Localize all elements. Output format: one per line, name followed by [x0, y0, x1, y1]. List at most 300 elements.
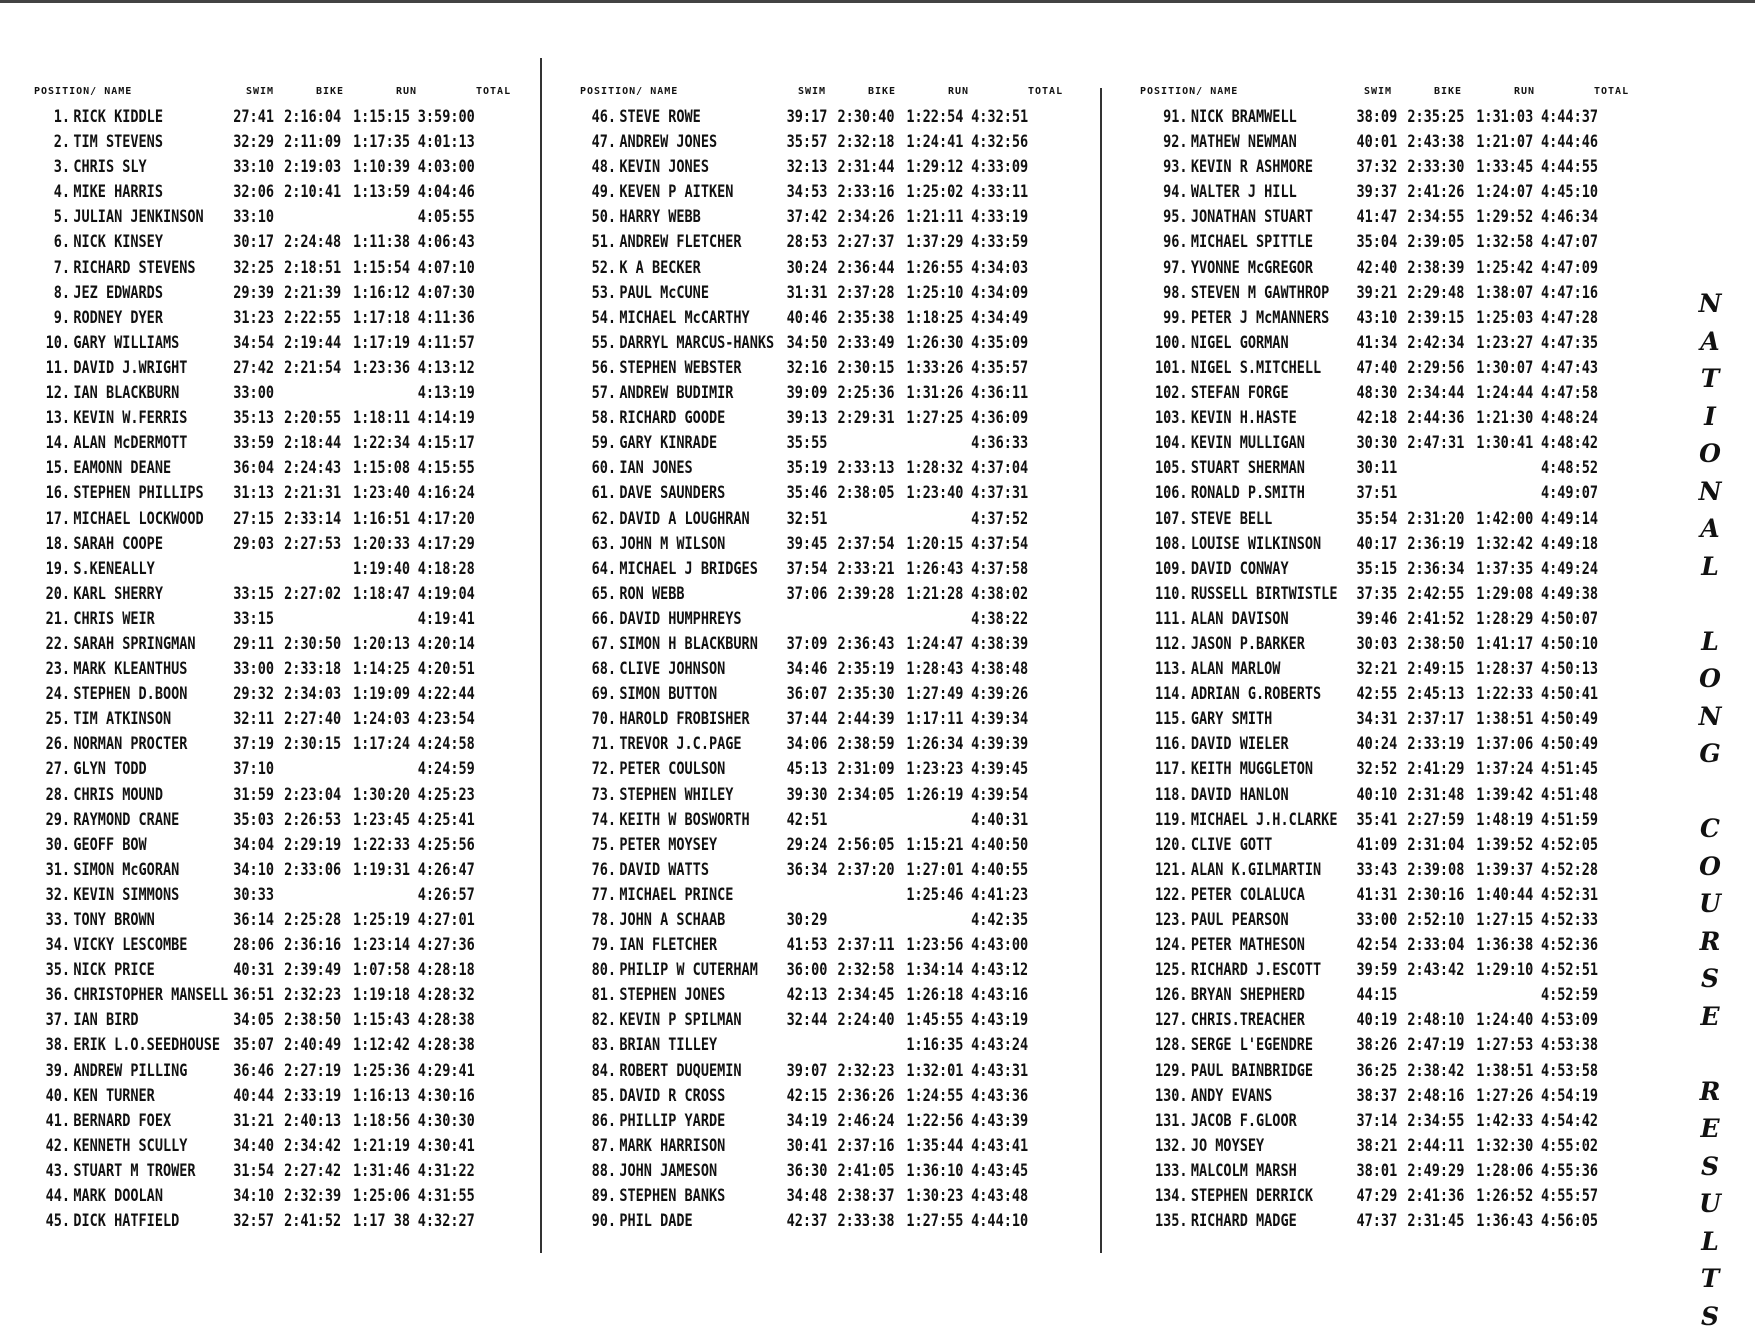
cell-swim: 40:01 [1356, 132, 1397, 151]
cell-name: PETER COULSON [619, 759, 725, 778]
cell-bike: 2:38:50 [1407, 634, 1464, 653]
cell-pos: 40. [46, 1086, 70, 1105]
cell-bike: 2:39:49 [284, 960, 341, 979]
cell-total: 4:01:13 [418, 132, 475, 151]
cell-swim: 29:39 [233, 283, 274, 302]
cell-run: 1:17:35 [353, 132, 410, 151]
cell-swim: 37:44 [787, 709, 828, 728]
cell-bike: 2:33:13 [837, 458, 894, 477]
side-title-letter: L [1690, 548, 1730, 586]
cell-swim: 38:01 [1356, 1161, 1397, 1180]
cell-run: 1:27:26 [1476, 1086, 1533, 1105]
scan-top-edge [0, 0, 1755, 3]
cell-swim: 35:19 [787, 458, 828, 477]
cell-total: 4:31:55 [418, 1186, 475, 1205]
cell-pos: 27. [46, 759, 70, 778]
cell-swim: 30:24 [787, 258, 828, 277]
cell-pos: 65. [592, 584, 616, 603]
cell-name: CHRIS.TREACHER [1191, 1010, 1305, 1029]
cell-bike: 2:44:11 [1407, 1136, 1464, 1155]
cell-pos: 60. [592, 458, 616, 477]
cell-name: ANDREW PILLING [73, 1061, 187, 1080]
cell-run: 1:17:11 [906, 709, 963, 728]
cell-swim: 34:48 [787, 1186, 828, 1205]
cell-name: HARRY WEBB [619, 207, 700, 226]
cell-name: SARAH SPRINGMAN [73, 634, 195, 653]
cell-total: 4:54:42 [1541, 1111, 1598, 1130]
cell-bike: 2:22:55 [284, 308, 341, 327]
cell-swim: 35:57 [787, 132, 828, 151]
cell-swim: 39:45 [787, 534, 828, 553]
cell-total: 4:28:18 [418, 960, 475, 979]
cell-name: DAVID WIELER [1191, 734, 1289, 753]
cell-total: 4:30:30 [418, 1111, 475, 1130]
cell-swim: 33:15 [233, 584, 274, 603]
cell-pos: 77. [592, 885, 616, 904]
cell-pos: 3. [54, 157, 70, 176]
cell-bike: 2:38:05 [837, 483, 894, 502]
cell-run: 1:30:07 [1476, 358, 1533, 377]
cell-name: STEVE ROWE [619, 107, 700, 126]
cell-name: SIMON BUTTON [619, 684, 717, 703]
cell-pos: 108. [1155, 534, 1188, 553]
cell-bike: 2:16:04 [284, 107, 341, 126]
cell-pos: 34. [46, 935, 70, 954]
cell-pos: 112. [1155, 634, 1188, 653]
cell-name: ALAN DAVISON [1191, 609, 1289, 628]
cell-bike: 2:41:05 [837, 1161, 894, 1180]
cell-total: 4:39:26 [971, 684, 1028, 703]
cell-total: 4:17:20 [418, 509, 475, 528]
cell-run: 1:31:46 [353, 1161, 410, 1180]
cell-total: 4:43:16 [971, 985, 1028, 1004]
cell-swim: 41:31 [1356, 885, 1397, 904]
cell-pos: 17. [46, 509, 70, 528]
cell-bike: 2:29:56 [1407, 358, 1464, 377]
cell-swim: 29:11 [233, 634, 274, 653]
cell-bike: 2:39:05 [1407, 232, 1464, 251]
cell-name: PETER J McMANNERS [1191, 308, 1329, 327]
cell-bike: 2:33:18 [284, 659, 341, 678]
cell-bike: 2:18:51 [284, 258, 341, 277]
cell-run: 1:23:40 [353, 483, 410, 502]
header-run: RUN [948, 86, 969, 97]
cell-total: 4:37:58 [971, 559, 1028, 578]
cell-name: PHILLIP YARDE [619, 1111, 725, 1130]
cell-name: DAVID HUMPHREYS [619, 609, 741, 628]
cell-total: 4:50:10 [1541, 634, 1598, 653]
cell-run: 1:24:41 [906, 132, 963, 151]
cell-name: RICK KIDDLE [73, 107, 163, 126]
cell-bike: 2:27:59 [1407, 810, 1464, 829]
cell-swim: 39:30 [787, 785, 828, 804]
cell-name: KEVIN R ASHMORE [1191, 157, 1313, 176]
cell-pos: 46. [592, 107, 616, 126]
cell-pos: 73. [592, 785, 616, 804]
cell-run: 1:14:25 [353, 659, 410, 678]
cell-bike: 2:29:19 [284, 835, 341, 854]
cell-total: 4:37:52 [971, 509, 1028, 528]
cell-total: 4:52:33 [1541, 910, 1598, 929]
cell-total: 4:37:31 [971, 483, 1028, 502]
cell-total: 4:19:41 [418, 609, 475, 628]
cell-total: 4:37:04 [971, 458, 1028, 477]
cell-name: STEPHEN D.BOON [73, 684, 187, 703]
cell-run: 1:48:19 [1476, 810, 1533, 829]
cell-name: ROBERT DUQUEMIN [619, 1061, 741, 1080]
cell-run: 1:15:15 [353, 107, 410, 126]
cell-bike: 2:25:36 [837, 383, 894, 402]
cell-bike: 2:24:40 [837, 1010, 894, 1029]
cell-name: RICHARD GOODE [619, 408, 725, 427]
cell-total: 4:15:17 [418, 433, 475, 452]
side-title [1690, 285, 1730, 1335]
cell-name: JO MOYSEY [1191, 1136, 1264, 1155]
side-title-letter: N [1690, 473, 1730, 511]
cell-name: PAUL BAINBRIDGE [1191, 1061, 1313, 1080]
cell-run: 1:21:28 [906, 584, 963, 603]
cell-name: GEOFF BOW [73, 835, 146, 854]
cell-swim: 41:34 [1356, 333, 1397, 352]
cell-total: 4:43:31 [971, 1061, 1028, 1080]
cell-name: MARK KLEANTHUS [73, 659, 187, 678]
cell-run: 1:21:11 [906, 207, 963, 226]
cell-total: 4:52:28 [1541, 860, 1598, 879]
cell-swim: 32:25 [233, 258, 274, 277]
cell-bike: 2:35:25 [1407, 107, 1464, 126]
cell-name: STEPHEN DERRICK [1191, 1186, 1313, 1205]
cell-run: 1:20:13 [353, 634, 410, 653]
cell-pos: 30. [46, 835, 70, 854]
cell-bike: 2:40:49 [284, 1035, 341, 1054]
cell-bike: 2:36:26 [837, 1086, 894, 1105]
cell-pos: 120. [1155, 835, 1188, 854]
cell-name: STEVE BELL [1191, 509, 1272, 528]
cell-name: CHRISTOPHER MANSELL [73, 985, 228, 1004]
cell-swim: 31:13 [233, 483, 274, 502]
cell-pos: 79. [592, 935, 616, 954]
cell-swim: 42:15 [787, 1086, 828, 1105]
cell-pos: 80. [592, 960, 616, 979]
cell-name: JOHN M WILSON [619, 534, 725, 553]
cell-total: 4:51:48 [1541, 785, 1598, 804]
cell-bike: 2:38:42 [1407, 1061, 1464, 1080]
cell-total: 4:28:38 [418, 1010, 475, 1029]
cell-total: 4:34:09 [971, 283, 1028, 302]
cell-bike: 2:31:09 [837, 759, 894, 778]
cell-run: 1:22:56 [906, 1111, 963, 1130]
cell-total: 4:49:07 [1541, 483, 1598, 502]
cell-name: GARY KINRADE [619, 433, 717, 452]
cell-bike: 2:35:19 [837, 659, 894, 678]
cell-total: 4:40:55 [971, 860, 1028, 879]
cell-total: 4:43:39 [971, 1111, 1028, 1130]
cell-pos: 110. [1155, 584, 1188, 603]
cell-run: 1:15:54 [353, 258, 410, 277]
cell-pos: 95. [1163, 207, 1187, 226]
cell-pos: 61. [592, 483, 616, 502]
cell-pos: 119. [1155, 810, 1188, 829]
cell-name: DAVID HANLON [1191, 785, 1289, 804]
header-total: TOTAL [1594, 86, 1629, 97]
cell-total: 4:48:42 [1541, 433, 1598, 452]
side-title-letter: U [1690, 1185, 1730, 1223]
cell-pos: 35. [46, 960, 70, 979]
cell-swim: 37:10 [233, 759, 274, 778]
cell-run: 1:39:52 [1476, 835, 1533, 854]
cell-pos: 90. [592, 1211, 616, 1230]
cell-run: 1:37:35 [1476, 559, 1533, 578]
cell-name: CHRIS WEIR [73, 609, 154, 628]
cell-bike: 2:33:06 [284, 860, 341, 879]
cell-total: 4:52:59 [1541, 985, 1598, 1004]
cell-run: 1:25:36 [353, 1061, 410, 1080]
cell-pos: 101. [1155, 358, 1188, 377]
cell-name: ALAN K.GILMARTIN [1191, 860, 1321, 879]
header-swim: SWIM [1364, 86, 1392, 97]
cell-pos: 8. [54, 283, 70, 302]
cell-bike: 2:34:55 [1407, 207, 1464, 226]
cell-bike: 2:30:15 [284, 734, 341, 753]
cell-swim: 34:06 [787, 734, 828, 753]
side-title-letter [1690, 773, 1730, 811]
cell-run: 1:17:18 [353, 308, 410, 327]
cell-swim: 30:29 [787, 910, 828, 929]
side-title-letter: E [1690, 998, 1730, 1036]
cell-swim: 36:46 [233, 1061, 274, 1080]
side-title-letter: R [1690, 1073, 1730, 1111]
cell-total: 4:07:10 [418, 258, 475, 277]
header-swim: SWIM [798, 86, 826, 97]
cell-swim: 33:43 [1356, 860, 1397, 879]
cell-run: 1:34:14 [906, 960, 963, 979]
cell-swim: 35:07 [233, 1035, 274, 1054]
cell-name: IAN BLACKBURN [73, 383, 179, 402]
cell-pos: 44. [46, 1186, 70, 1205]
cell-swim: 33:59 [233, 433, 274, 452]
cell-total: 4:30:16 [418, 1086, 475, 1105]
cell-pos: 52. [592, 258, 616, 277]
cell-swim: 31:31 [787, 283, 828, 302]
cell-bike: 2:30:15 [837, 358, 894, 377]
cell-swim: 36:25 [1356, 1061, 1397, 1080]
cell-pos: 97. [1163, 258, 1187, 277]
cell-name: RONALD P.SMITH [1191, 483, 1305, 502]
cell-total: 4:54:19 [1541, 1086, 1598, 1105]
cell-pos: 105. [1155, 458, 1188, 477]
cell-run: 1:26:30 [906, 333, 963, 352]
cell-swim: 30:03 [1356, 634, 1397, 653]
cell-bike: 2:41:52 [1407, 609, 1464, 628]
cell-bike: 2:24:43 [284, 458, 341, 477]
cell-swim: 32:52 [1356, 759, 1397, 778]
cell-name: STUART M TROWER [73, 1161, 195, 1180]
cell-run: 1:38:51 [1476, 709, 1533, 728]
cell-pos: 59. [592, 433, 616, 452]
cell-name: ALAN McDERMOTT [73, 433, 187, 452]
cell-swim: 32:06 [233, 182, 274, 201]
cell-run: 1:29:08 [1476, 584, 1533, 603]
cell-total: 4:19:04 [418, 584, 475, 603]
cell-total: 4:33:19 [971, 207, 1028, 226]
cell-total: 4:39:39 [971, 734, 1028, 753]
cell-total: 4:51:59 [1541, 810, 1598, 829]
cell-run: 1:36:43 [1476, 1211, 1533, 1230]
cell-pos: 104. [1155, 433, 1188, 452]
header-swim: SWIM [246, 86, 274, 97]
cell-run: 1:28:32 [906, 458, 963, 477]
cell-total: 4:39:54 [971, 785, 1028, 804]
cell-run: 1:17 38 [353, 1211, 410, 1230]
cell-run: 1:31:26 [906, 383, 963, 402]
cell-name: NICK PRICE [73, 960, 154, 979]
cell-total: 4:43:24 [971, 1035, 1028, 1054]
cell-name: SIMON McGORAN [73, 860, 179, 879]
cell-run: 1:30:41 [1476, 433, 1533, 452]
cell-name: JOHN A SCHAAB [619, 910, 725, 929]
cell-name: ANDY EVANS [1191, 1086, 1272, 1105]
cell-bike: 2:41:29 [1407, 759, 1464, 778]
side-title-letter [1690, 585, 1730, 623]
cell-swim: 38:21 [1356, 1136, 1397, 1155]
cell-pos: 10. [46, 333, 70, 352]
cell-swim: 42:51 [787, 810, 828, 829]
cell-pos: 127. [1155, 1010, 1188, 1029]
cell-run: 1:25:42 [1476, 258, 1533, 277]
cell-pos: 22. [46, 634, 70, 653]
cell-run: 1:24:47 [906, 634, 963, 653]
cell-run: 1:23:23 [906, 759, 963, 778]
cell-total: 4:28:38 [418, 1035, 475, 1054]
cell-run: 1:24:40 [1476, 1010, 1533, 1029]
cell-name: BRYAN SHEPHERD [1191, 985, 1305, 1004]
cell-swim: 41:09 [1356, 835, 1397, 854]
cell-run: 1:27:49 [906, 684, 963, 703]
cell-swim: 32:21 [1356, 659, 1397, 678]
cell-swim: 34:04 [233, 835, 274, 854]
cell-pos: 76. [592, 860, 616, 879]
cell-bike: 2:33:19 [284, 1086, 341, 1105]
cell-swim: 42:40 [1356, 258, 1397, 277]
cell-run: 1:16:51 [353, 509, 410, 528]
cell-total: 4:47:16 [1541, 283, 1598, 302]
cell-run: 1:22:33 [1476, 684, 1533, 703]
cell-run: 1:28:06 [1476, 1161, 1533, 1180]
cell-bike: 2:41:36 [1407, 1186, 1464, 1205]
cell-total: 4:42:35 [971, 910, 1028, 929]
cell-swim: 34:10 [233, 1186, 274, 1205]
cell-run: 1:42:00 [1476, 509, 1533, 528]
side-title-letter: O [1690, 848, 1730, 886]
column-divider-2 [1100, 88, 1102, 1253]
cell-pos: 2. [54, 132, 70, 151]
cell-swim: 32:51 [787, 509, 828, 528]
cell-pos: 135. [1155, 1211, 1188, 1230]
cell-pos: 24. [46, 684, 70, 703]
cell-swim: 45:13 [787, 759, 828, 778]
cell-swim: 35:13 [233, 408, 274, 427]
cell-pos: 64. [592, 559, 616, 578]
cell-pos: 11. [46, 358, 70, 377]
cell-run: 1:25:10 [906, 283, 963, 302]
cell-bike: 2:38:59 [837, 734, 894, 753]
header-bike: BIKE [868, 86, 896, 97]
cell-pos: 43. [46, 1161, 70, 1180]
cell-name: STEPHEN BANKS [619, 1186, 725, 1205]
cell-total: 4:44:46 [1541, 132, 1598, 151]
cell-bike: 2:34:26 [837, 207, 894, 226]
side-title-letter: L [1690, 623, 1730, 661]
cell-name: YVONNE McGREGOR [1191, 258, 1313, 277]
cell-bike: 2:25:28 [284, 910, 341, 929]
cell-bike: 2:23:04 [284, 785, 341, 804]
cell-swim: 36:04 [233, 458, 274, 477]
cell-pos: 125. [1155, 960, 1188, 979]
cell-name: ALAN MARLOW [1191, 659, 1281, 678]
cell-swim: 39:59 [1356, 960, 1397, 979]
cell-total: 4:43:48 [971, 1186, 1028, 1205]
cell-total: 4:38:02 [971, 584, 1028, 603]
cell-swim: 33:00 [233, 659, 274, 678]
cell-run: 1:35:44 [906, 1136, 963, 1155]
cell-pos: 16. [46, 483, 70, 502]
cell-total: 4:28:32 [418, 985, 475, 1004]
cell-name: ERIK L.O.SEEDHOUSE [73, 1035, 220, 1054]
cell-pos: 111. [1155, 609, 1188, 628]
cell-bike: 2:35:38 [837, 308, 894, 327]
cell-run: 1:19:09 [353, 684, 410, 703]
cell-total: 4:48:52 [1541, 458, 1598, 477]
cell-pos: 9. [54, 308, 70, 327]
cell-pos: 53. [592, 283, 616, 302]
cell-bike: 2:33:38 [837, 1211, 894, 1230]
cell-pos: 70. [592, 709, 616, 728]
cell-swim: 27:15 [233, 509, 274, 528]
cell-swim: 37:32 [1356, 157, 1397, 176]
cell-name: DICK HATFIELD [73, 1211, 179, 1230]
cell-total: 4:32:56 [971, 132, 1028, 151]
cell-total: 4:38:22 [971, 609, 1028, 628]
cell-swim: 34:19 [787, 1111, 828, 1130]
cell-swim: 34:40 [233, 1136, 274, 1155]
cell-pos: 37. [46, 1010, 70, 1029]
cell-run: 1:27:15 [1476, 910, 1533, 929]
cell-swim: 37:14 [1356, 1111, 1397, 1130]
side-title-letter: I [1690, 398, 1730, 436]
cell-total: 4:45:10 [1541, 182, 1598, 201]
cell-swim: 34:50 [787, 333, 828, 352]
cell-pos: 51. [592, 232, 616, 251]
cell-bike: 2:47:19 [1407, 1035, 1464, 1054]
side-title-letter: G [1690, 735, 1730, 773]
cell-bike: 2:21:39 [284, 283, 341, 302]
cell-pos: 25. [46, 709, 70, 728]
cell-bike: 2:32:18 [837, 132, 894, 151]
cell-bike: 2:30:16 [1407, 885, 1464, 904]
cell-total: 4:22:44 [418, 684, 475, 703]
cell-run: 1:16:35 [906, 1035, 963, 1054]
cell-pos: 18. [46, 534, 70, 553]
cell-run: 1:38:07 [1476, 283, 1533, 302]
cell-name: KEVIN MULLIGAN [1191, 433, 1305, 452]
cell-swim: 40:10 [1356, 785, 1397, 804]
cell-name: DAVID J.WRIGHT [73, 358, 187, 377]
cell-total: 4:44:37 [1541, 107, 1598, 126]
cell-name: SERGE L'EGENDRE [1191, 1035, 1313, 1054]
cell-run: 1:32:30 [1476, 1136, 1533, 1155]
cell-pos: 128. [1155, 1035, 1188, 1054]
cell-total: 4:31:22 [418, 1161, 475, 1180]
